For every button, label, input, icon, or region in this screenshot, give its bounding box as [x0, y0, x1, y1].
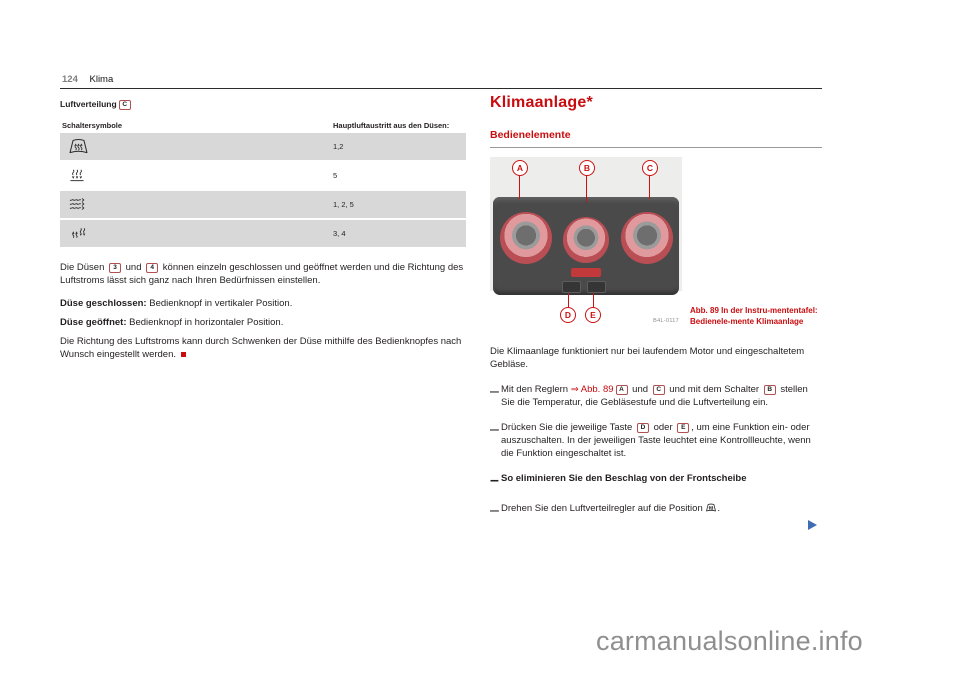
callout-a: A	[512, 160, 528, 176]
bullet-text	[501, 502, 822, 520]
page-header	[62, 74, 113, 85]
bullet-dash: –	[490, 502, 499, 519]
table-row	[60, 133, 466, 160]
chapter-title: Klimaanlage*	[490, 94, 593, 111]
abb-89-reference: ⇒ Abb. 89	[570, 384, 614, 395]
windshield-defrost-icon	[705, 503, 717, 512]
text-run: Drücken Sie die jeweilige Taste	[501, 422, 635, 433]
table-header-row	[60, 117, 466, 133]
ref-box-c: C	[119, 100, 131, 110]
text-run: und mit dem Schalter	[666, 384, 762, 395]
figure-caption	[690, 306, 818, 327]
text-run: Die Düsen	[60, 262, 107, 273]
air-distribution-label: Luftverteilung	[60, 99, 117, 109]
function-button-e	[587, 281, 606, 293]
watermark: carmanualsonline.info	[596, 626, 863, 656]
table-row	[60, 162, 466, 189]
figure-code: B4L-0117	[653, 318, 679, 324]
text-run: Bedienknopf in vertikaler Position.	[146, 298, 293, 309]
bullet-text: So eliminieren Sie den Beschlag von der Frontscheibe	[501, 473, 747, 484]
ref-box-d: D	[637, 423, 649, 433]
outlet-values: 1, 2, 5	[333, 200, 354, 209]
outlet-values: 1,2	[333, 142, 344, 151]
outlet-values: 3, 4	[333, 229, 346, 238]
windshield-defrost-icon	[67, 138, 90, 154]
ref-box-b: B	[764, 385, 776, 395]
paragraph-nozzle-open	[60, 316, 466, 329]
symbol-cell	[60, 167, 328, 185]
bullet-dash: –	[490, 472, 499, 489]
text-run: können einzeln geschlossen und geöffnet werden und die Richtung des Luftstroms lässt sich ganz nach Ihren Bedürfnissen einstellen.	[60, 262, 464, 286]
figure-caption-text: In der Instru-mententafel: Bedienele-mente Klimaanlage	[690, 306, 818, 326]
text-run: Bedienknopf in horizontaler Position.	[126, 317, 284, 328]
table-row	[60, 220, 466, 247]
symbol-cell	[60, 225, 328, 243]
callout-line	[649, 174, 650, 199]
chapter-name: Klima	[89, 74, 114, 85]
table-row	[60, 191, 466, 218]
bullet-item-defrost-position	[490, 502, 822, 520]
bullet-item-defog-heading	[490, 472, 822, 490]
bullet-text	[501, 383, 822, 409]
continue-arrow	[808, 520, 817, 530]
table-header-outlets: Hauptluftaustritt aus den Düsen:	[333, 120, 450, 130]
text-run: Drehen Sie den Luftverteilregler auf die Position	[501, 503, 706, 514]
header-rule	[60, 88, 822, 89]
text-run: .	[717, 503, 721, 514]
paragraph-nozzles	[60, 261, 466, 287]
air-distribution-label-row	[60, 99, 466, 110]
bold-lead: Düse geöffnet:	[60, 317, 127, 328]
figure-caption-label: Abb. 89	[690, 306, 719, 315]
text-run: und	[123, 262, 145, 273]
callout-d: D	[560, 307, 576, 323]
climate-panel-illustration	[490, 157, 682, 329]
text-run: oder	[650, 422, 676, 433]
bold-lead: Düse geschlossen:	[60, 298, 147, 309]
bullet-dash: –	[490, 421, 499, 438]
temperature-knob	[500, 212, 552, 264]
air-distribution-knob	[621, 212, 673, 264]
bilevel-airflow-icon	[67, 225, 89, 241]
callout-line	[519, 174, 520, 199]
paragraph-intro: Die Klimaanlage funktioniert nur bei laufendem Motor und eingeschaltetem Gebläse.	[490, 346, 805, 370]
callout-c: C	[642, 160, 658, 176]
text-run: , um eine Funktion ein- oder auszuschalten. In der jeweiligen Taste leuchtet eine Kontrollleuchte, wenn die Funktion eingeschaltet ist.	[501, 422, 811, 459]
bullet-item-buttons	[490, 421, 822, 460]
left-column	[60, 99, 466, 361]
text-run: Die Richtung des Luftstroms kann durch Schwenken der Düse mithilfe des Bedienknopfes nach Wunsch eingestellt werden.	[60, 336, 462, 360]
text-run: stellen Sie die Temperatur, die Gebläsestufe und die Luftverteilung ein.	[501, 384, 808, 408]
ref-box-a: A	[616, 385, 628, 395]
blower-knob	[563, 217, 609, 263]
symbol-cell	[60, 138, 328, 156]
ref-box-4: 4	[146, 263, 158, 273]
bullet-item-controls	[490, 383, 822, 409]
text-run: und	[629, 384, 651, 395]
ref-box-e: E	[677, 423, 689, 433]
subsection-title: Bedienelemente	[490, 129, 822, 148]
bullet-text	[501, 421, 822, 460]
page-number: 124	[62, 74, 78, 85]
paragraph-airflow-direction	[60, 335, 466, 361]
right-column	[490, 94, 822, 520]
text-run: Mit den Reglern	[501, 384, 571, 395]
callout-line	[568, 293, 569, 307]
ref-box-3: 3	[109, 263, 121, 273]
figure-abb-89	[490, 157, 822, 335]
callout-line	[593, 293, 594, 307]
face-airflow-icon	[67, 196, 89, 212]
ref-box-c: C	[653, 385, 665, 395]
panel-display	[571, 268, 601, 277]
air-distribution-table	[60, 117, 466, 247]
callout-b: B	[579, 160, 595, 176]
symbol-cell	[60, 196, 328, 214]
callout-line	[586, 174, 587, 202]
section-end-marker	[181, 352, 186, 357]
outlet-values: 5	[333, 171, 338, 180]
table-header-symbols: Schaltersymbole	[62, 120, 123, 130]
function-button-d	[562, 281, 581, 293]
paragraph-nozzle-closed	[60, 297, 466, 310]
footwell-airflow-icon	[67, 167, 87, 183]
callout-e: E	[585, 307, 601, 323]
bullet-dash: –	[490, 383, 499, 400]
